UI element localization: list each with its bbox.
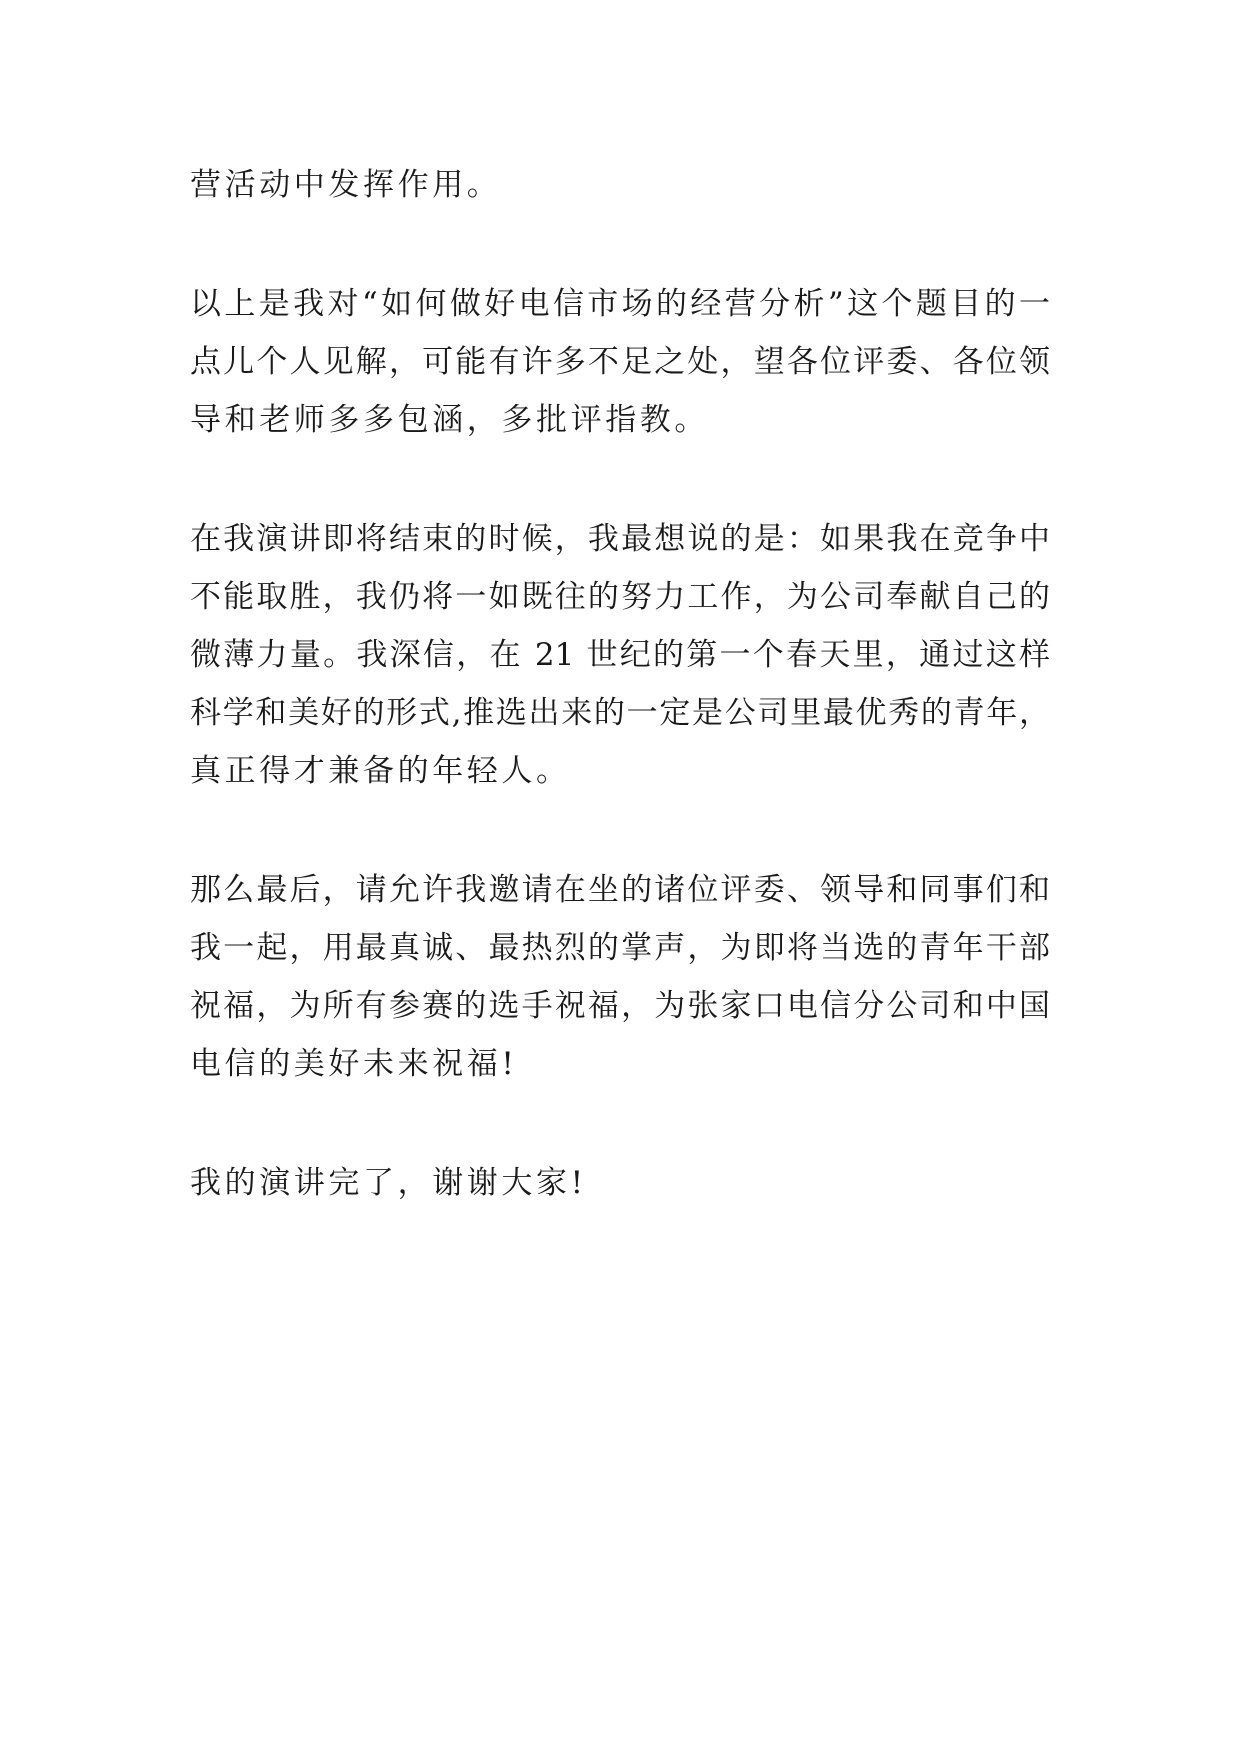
paragraph-line: 电信的美好未来祝福! (190, 1046, 518, 1082)
paragraph-line: 以上是我对“如何做好电信市场的经营分析”这个题目的一 (190, 286, 1050, 322)
paragraph-line: 那么最后，请允许我邀请在坐的诸位评委、领导和同事们和 (190, 872, 1050, 908)
paragraph-line: 真正得才兼备的年轻人。 (190, 753, 571, 789)
paragraph-line: 在我演讲即将结束的时候，我最想说的是：如果我在竞争中 (190, 521, 1050, 557)
paragraph-line: 我的演讲完了，谢谢大家! (190, 1165, 587, 1201)
paragraph-line: 祝福，为所有参赛的选手祝福，为张家口电信分公司和中国 (190, 988, 1050, 1024)
paragraph-line: 导和老师多多包涵，多批评指教。 (190, 402, 709, 438)
paragraph-line: 我一起，用最真诚、最热烈的掌声，为即将当选的青年干部 (190, 930, 1050, 966)
paragraph-line: 点儿个人见解，可能有许多不足之处，望各位评委、各位领 (190, 344, 1050, 380)
paragraph-line: 微薄力量。我深信，在 21 世纪的第一个春天里，通过这样 (190, 637, 1050, 673)
paragraph-line: 科学和美好的形式,推选出来的一定是公司里最优秀的青年， (190, 695, 1050, 731)
paragraph-line: 不能取胜，我仍将一如既往的努力工作，为公司奉献自己的 (190, 579, 1050, 615)
paragraph-line: 营活动中发挥作用。 (190, 167, 502, 203)
